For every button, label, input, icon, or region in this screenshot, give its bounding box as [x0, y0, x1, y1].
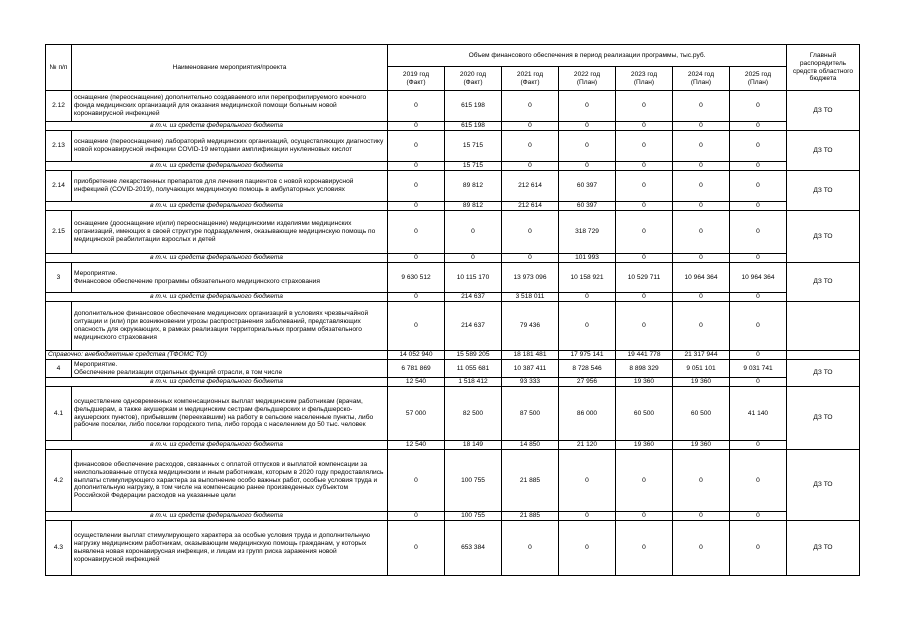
value-cell: 14 052 940 — [388, 351, 445, 360]
value-cell: 21 885 — [502, 450, 559, 512]
value-cell: 615 198 — [445, 122, 502, 131]
value-cell: 0 — [502, 162, 559, 171]
sub-label: в т.ч. из средств федерального бюджета — [46, 254, 388, 263]
value-cell: 0 — [730, 378, 787, 387]
value-cell: 0 — [730, 521, 787, 576]
value-cell: 0 — [388, 122, 445, 131]
value-cell: 0 — [730, 302, 787, 351]
row-name: дополнительное финансовое обеспечение медицинских организаций в условиях чрезвычайной ситуации и (или) при возникновении угрозы распространения заболеваний, представляющих опасность для окружающих, в рамках реализации территориальных программ обязательного медицинского страхования — [72, 302, 388, 351]
value-cell: 0 — [388, 162, 445, 171]
year-kind: (Факт) — [463, 78, 483, 86]
value-cell: 21 317 944 — [673, 351, 730, 360]
table-subrow — [46, 293, 860, 302]
value-cell: 0 — [673, 91, 730, 122]
row-number: 4.1 — [46, 387, 72, 441]
header-name: Наименование мероприятия/проекта — [72, 45, 388, 91]
value-cell: 0 — [616, 202, 673, 211]
value-cell: 0 — [388, 202, 445, 211]
value-cell: 9 031 741 — [730, 360, 787, 378]
value-cell: 1 518 412 — [445, 378, 502, 387]
value-cell: 10 964 364 — [673, 263, 730, 293]
table-subrow — [46, 122, 860, 131]
table-row — [46, 360, 860, 378]
value-cell: 0 — [673, 202, 730, 211]
year-label: 2023 год — [630, 70, 658, 78]
value-cell: 13 973 096 — [502, 263, 559, 293]
value-cell: 60 397 — [559, 171, 616, 202]
manager-cell — [787, 302, 860, 351]
value-cell: 0 — [673, 171, 730, 202]
sub-label: в т.ч. из средств федерального бюджета — [46, 162, 388, 171]
value-cell: 10 964 364 — [730, 263, 787, 293]
value-cell: 0 — [616, 521, 673, 576]
year-kind: (План) — [576, 78, 598, 86]
table-subrow — [46, 351, 860, 360]
value-cell: 0 — [730, 450, 787, 512]
sub-label: Справочно: внебюджетные средства (ТФОМС ТО) — [46, 351, 388, 360]
value-cell: 0 — [559, 162, 616, 171]
value-cell: 14 850 — [502, 441, 559, 450]
value-cell: 41 140 — [730, 387, 787, 441]
value-cell: 0 — [502, 131, 559, 162]
value-cell: 0 — [388, 302, 445, 351]
value-cell: 0 — [673, 131, 730, 162]
year-label: 2025 год — [744, 70, 772, 78]
year-kind: (Факт) — [406, 78, 426, 86]
value-cell: 0 — [388, 254, 445, 263]
value-cell: 100 755 — [445, 512, 502, 521]
table-row — [46, 91, 860, 122]
value-cell: 0 — [616, 211, 673, 254]
value-cell: 60 500 — [673, 387, 730, 441]
table-subrow — [46, 162, 860, 171]
value-cell: 19 441 778 — [616, 351, 673, 360]
value-cell: 0 — [559, 521, 616, 576]
value-cell: 21 885 — [502, 512, 559, 521]
value-cell: 18 181 481 — [502, 351, 559, 360]
value-cell: 19 360 — [673, 441, 730, 450]
value-cell: 60 500 — [616, 387, 673, 441]
value-cell: 27 956 — [559, 378, 616, 387]
value-cell: 79 436 — [502, 302, 559, 351]
value-cell: 0 — [445, 211, 502, 254]
year-label: 2024 год — [687, 70, 715, 78]
value-cell: 93 333 — [502, 378, 559, 387]
manager-cell: ДЗ ТО — [787, 387, 860, 450]
value-cell: 0 — [502, 211, 559, 254]
value-cell: 0 — [673, 122, 730, 131]
value-cell: 12 540 — [388, 441, 445, 450]
value-cell: 0 — [502, 254, 559, 263]
value-cell: 615 198 — [445, 91, 502, 122]
value-cell: 9 630 512 — [388, 263, 445, 293]
value-cell: 0 — [388, 512, 445, 521]
value-cell: 0 — [445, 254, 502, 263]
value-cell: 8 728 546 — [559, 360, 616, 378]
row-name: приобретение лекарственных препаратов для лечения пациентов с новой коронавирусной инфекцией (COVID-2019), получающих медицинскую помощь в амбулаторных условиях — [72, 171, 388, 202]
value-cell: 212 614 — [502, 202, 559, 211]
value-cell: 0 — [616, 162, 673, 171]
header-year — [559, 67, 616, 91]
table-row — [46, 521, 860, 576]
row-number: 2.12 — [46, 91, 72, 122]
year-kind: (План) — [690, 78, 712, 86]
manager-cell: ДЗ ТО — [787, 91, 860, 131]
value-cell: 15 715 — [445, 162, 502, 171]
year-label: 2019 год — [402, 70, 430, 78]
header-funding: Объем финансового обеспечения в период реализации программы, тыс.руб. — [388, 45, 787, 67]
table-row — [46, 387, 860, 441]
row-number: 3 — [46, 263, 72, 293]
table-subrow — [46, 254, 860, 263]
value-cell: 0 — [559, 131, 616, 162]
row-number: 2.13 — [46, 131, 72, 162]
value-cell: 10 387 411 — [502, 360, 559, 378]
table-subrow — [46, 441, 860, 450]
program-funding-table — [45, 44, 860, 576]
sub-label: в т.ч. из средств федерального бюджета — [46, 441, 388, 450]
table-row — [46, 263, 860, 293]
value-cell: 12 540 — [388, 378, 445, 387]
row-name: финансовое обеспечение расходов, связанных с оплатой отпусков и выплатой компенсации за неиспользованные отпуска медицинским и иным работникам, которым в 2020 году предоставлялись выплаты стимулирующего характера за выполнение особо важных работ, особые условия труда и дополнительную нагрузку, в том числе на компенсацию ранее произведенных субъектом Российской Федерации расходов на указанные цели — [72, 450, 388, 512]
value-cell: 212 614 — [502, 171, 559, 202]
value-cell: 0 — [730, 162, 787, 171]
value-cell: 60 397 — [559, 202, 616, 211]
value-cell: 0 — [730, 122, 787, 131]
value-cell: 0 — [388, 91, 445, 122]
value-cell: 89 812 — [445, 171, 502, 202]
value-cell: 0 — [388, 521, 445, 576]
value-cell: 0 — [388, 171, 445, 202]
header-year — [445, 67, 502, 91]
row-number: 4 — [46, 360, 72, 378]
manager-cell: ДЗ ТО — [787, 521, 860, 576]
manager-cell — [787, 351, 860, 360]
header-num: № п/п — [46, 45, 72, 91]
value-cell: 214 637 — [445, 302, 502, 351]
table-subrow — [46, 512, 860, 521]
row-name: Мероприятие. Финансовое обеспечение программы обязательного медицинского страхования — [72, 263, 388, 293]
year-label: 2021 год — [516, 70, 544, 78]
header-year — [502, 67, 559, 91]
header-row — [46, 45, 860, 67]
value-cell: 15 589 205 — [445, 351, 502, 360]
value-cell: 0 — [616, 293, 673, 302]
value-cell: 0 — [616, 131, 673, 162]
manager-cell: ДЗ ТО — [787, 211, 860, 263]
manager-cell: ДЗ ТО — [787, 450, 860, 521]
row-name: осуществление одновременных компенсационных выплат медицинским работникам (врачам, фельдшерам, а также акушеркам и медицинским сестрам фельдшерских и фельдшерско-акушерских пунктов), прибывшим (переехавшим) на работу в сельские населенные пункты, либо рабочие поселки, либо поселки городского типа, либо города с населением до 50 тыс. человек — [72, 387, 388, 441]
manager-cell: ДЗ ТО — [787, 131, 860, 171]
value-cell: 21 120 — [559, 441, 616, 450]
row-number — [46, 302, 72, 351]
value-cell: 0 — [559, 302, 616, 351]
value-cell: 0 — [388, 211, 445, 254]
value-cell: 0 — [673, 211, 730, 254]
value-cell: 0 — [730, 441, 787, 450]
value-cell: 87 500 — [502, 387, 559, 441]
value-cell: 0 — [502, 122, 559, 131]
value-cell: 10 158 921 — [559, 263, 616, 293]
header-year — [388, 67, 445, 91]
table-row — [46, 131, 860, 162]
header-year — [673, 67, 730, 91]
value-cell: 0 — [673, 254, 730, 263]
value-cell: 0 — [673, 512, 730, 521]
value-cell: 0 — [730, 171, 787, 202]
row-name: оснащение (дооснащение и(или) переоснащение) медицинскими изделиями медицинских организаций, имеющих в своей структуре подразделения, оказывающие медицинскую помощь по медицинской реабилитации взрослых и детей — [72, 211, 388, 254]
value-cell: 0 — [673, 302, 730, 351]
value-cell: 6 781 869 — [388, 360, 445, 378]
value-cell: 0 — [673, 450, 730, 512]
sub-label: в т.ч. из средств федерального бюджета — [46, 202, 388, 211]
year-label: 2022 год — [573, 70, 601, 78]
year-kind: (Факт) — [520, 78, 540, 86]
value-cell: 0 — [502, 521, 559, 576]
manager-cell: ДЗ ТО — [787, 263, 860, 302]
table-subrow — [46, 378, 860, 387]
manager-cell: ДЗ ТО — [787, 171, 860, 211]
value-cell: 0 — [730, 91, 787, 122]
value-cell: 0 — [730, 254, 787, 263]
value-cell: 11 055 681 — [445, 360, 502, 378]
value-cell: 0 — [730, 131, 787, 162]
value-cell: 19 360 — [673, 378, 730, 387]
value-cell: 0 — [730, 351, 787, 360]
value-cell: 0 — [559, 122, 616, 131]
value-cell: 0 — [616, 122, 673, 131]
value-cell: 0 — [673, 521, 730, 576]
value-cell: 0 — [673, 293, 730, 302]
row-number: 4.3 — [46, 521, 72, 576]
value-cell: 0 — [502, 91, 559, 122]
value-cell: 19 360 — [616, 378, 673, 387]
header-year — [730, 67, 787, 91]
year-kind: (План) — [747, 78, 769, 86]
value-cell: 0 — [730, 202, 787, 211]
manager-cell: ДЗ ТО — [787, 360, 860, 387]
value-cell: 0 — [559, 293, 616, 302]
value-cell: 653 384 — [445, 521, 502, 576]
sub-label: в т.ч. из средств федерального бюджета — [46, 122, 388, 131]
sub-label: в т.ч. из средств федерального бюджета — [46, 378, 388, 387]
table-row — [46, 171, 860, 202]
value-cell: 101 993 — [559, 254, 616, 263]
value-cell: 0 — [730, 293, 787, 302]
header-manager: Главный распорядитель средств областного бюджета — [787, 45, 860, 91]
value-cell: 57 000 — [388, 387, 445, 441]
value-cell: 0 — [388, 131, 445, 162]
value-cell: 100 755 — [445, 450, 502, 512]
value-cell: 0 — [559, 512, 616, 521]
value-cell: 0 — [616, 91, 673, 122]
value-cell: 10 529 711 — [616, 263, 673, 293]
value-cell: 0 — [616, 302, 673, 351]
value-cell: 18 149 — [445, 441, 502, 450]
value-cell: 9 051 101 — [673, 360, 730, 378]
value-cell: 0 — [616, 171, 673, 202]
value-cell: 82 500 — [445, 387, 502, 441]
value-cell: 0 — [730, 512, 787, 521]
table-row — [46, 450, 860, 512]
value-cell: 0 — [616, 512, 673, 521]
sub-label: в т.ч. из средств федерального бюджета — [46, 293, 388, 302]
year-label: 2020 год — [459, 70, 487, 78]
row-name: оснащение (переоснащение) лабораторий медицинских организаций, осуществляющих диагностику новой коронавирусной инфекции COVID-19 методами амплификации нуклеиновых кислот — [72, 131, 388, 162]
value-cell: 17 975 141 — [559, 351, 616, 360]
value-cell: 0 — [388, 293, 445, 302]
row-number: 4.2 — [46, 450, 72, 512]
value-cell: 10 115 170 — [445, 263, 502, 293]
value-cell: 3 518 011 — [502, 293, 559, 302]
value-cell: 0 — [388, 450, 445, 512]
row-number: 2.14 — [46, 171, 72, 202]
value-cell: 214 637 — [445, 293, 502, 302]
table-row — [46, 302, 860, 351]
value-cell: 89 812 — [445, 202, 502, 211]
header-year — [616, 67, 673, 91]
value-cell: 0 — [673, 162, 730, 171]
row-name: оснащение (переоснащение) дополнительно создаваемого или перепрофилируемого коечного фонда медицинских организаций для оказания медицинской помощи больным новой коронавирусной инфекцией — [72, 91, 388, 122]
value-cell: 15 715 — [445, 131, 502, 162]
value-cell: 0 — [616, 450, 673, 512]
table-subrow — [46, 202, 860, 211]
row-name: осуществлении выплат стимулирующего характера за особые условия труда и дополнительную нагрузку медицинским работникам, оказывающим медицинскую помощь гражданам, у которых выявлена новая коронавирусная инфекция, и лицам из групп риска заражения новой коронавирусной инфекцией — [72, 521, 388, 576]
year-kind: (План) — [633, 78, 655, 86]
row-number: 2.15 — [46, 211, 72, 254]
table-row — [46, 211, 860, 254]
value-cell: 0 — [559, 91, 616, 122]
value-cell: 8 898 329 — [616, 360, 673, 378]
value-cell: 0 — [730, 211, 787, 254]
value-cell: 0 — [616, 254, 673, 263]
sub-label: в т.ч. из средств федерального бюджета — [46, 512, 388, 521]
row-name: Мероприятие. Обеспечение реализации отдельных функций отрасли, в том числе — [72, 360, 388, 378]
value-cell: 318 729 — [559, 211, 616, 254]
value-cell: 0 — [559, 450, 616, 512]
value-cell: 86 000 — [559, 387, 616, 441]
value-cell: 19 360 — [616, 441, 673, 450]
